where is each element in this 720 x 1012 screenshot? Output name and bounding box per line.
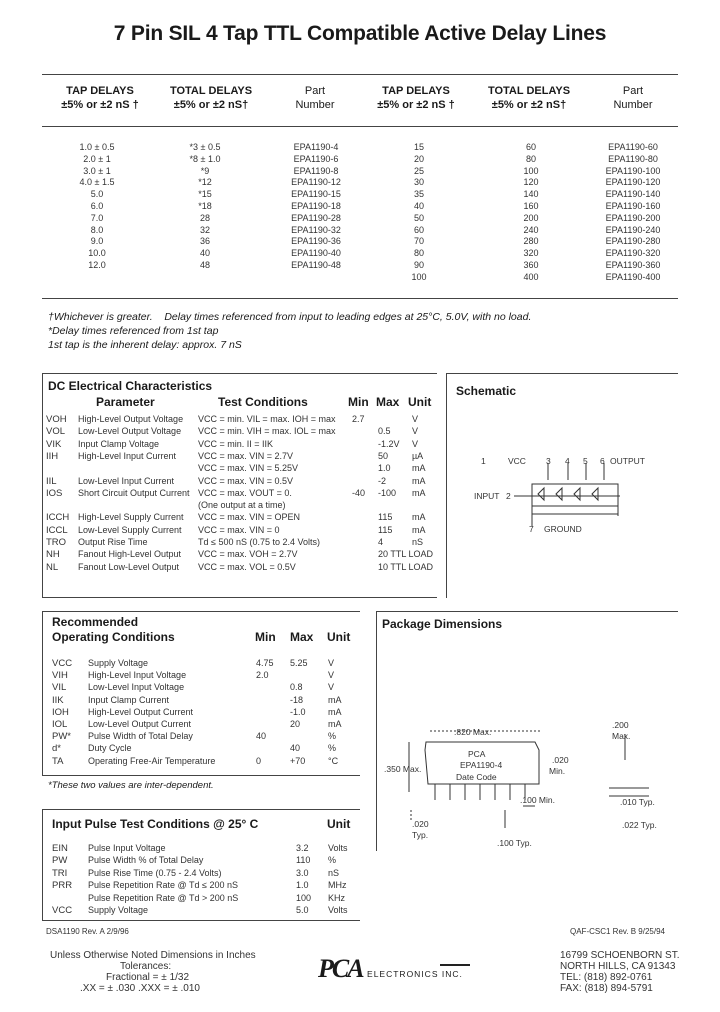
address-2: NORTH HILLS, CA 91343 (560, 961, 676, 972)
table-cell: EPA1190-48 (291, 259, 341, 270)
pulse-unit: MHz (328, 880, 347, 891)
pulse-symbol: EIN (52, 843, 68, 854)
dc-condition: VCC = max. VIN = 5.25V (198, 463, 299, 474)
table-cell: EPA1190-60 (608, 142, 658, 152)
pkg-spacing: .100 Typ. (497, 838, 532, 848)
dc-condition: VCC = max. VIN = 0.5V (198, 475, 294, 486)
dc-condition: VCC = min. VIL = max. IOH = max (198, 414, 336, 424)
schematic-top-rule (446, 373, 678, 374)
pulse-value: 3.2 (296, 843, 309, 853)
package-title: Package Dimensions (382, 617, 503, 631)
table-cell: 2.0 ± 1 (83, 153, 111, 164)
dc-condition: VCC = max. VOUT = 0. (198, 487, 292, 498)
dc-param: High-Level Supply Current (78, 512, 184, 523)
dc-unit: µA (412, 450, 424, 461)
col-part-left: Part Number (295, 85, 335, 111)
pulse-title: Input Pulse Test Conditions @ 25° C (52, 817, 259, 831)
table-cell: 3.0 ± 1 (83, 165, 111, 176)
table-cell: 140 (523, 189, 539, 200)
dc-param: Low-Level Input Current (78, 475, 175, 486)
roc-left-rule (42, 611, 43, 776)
roc-param: Input Clamp Current (88, 694, 170, 705)
pulse-param: Pulse Repetition Rate @ Td > 200 nS (88, 892, 239, 903)
schematic-title: Schematic (456, 384, 517, 398)
table-cell: 400 (523, 271, 539, 282)
left-tap-column (62, 142, 132, 272)
pkg-height: .350 Max. (384, 764, 422, 774)
table-cell: EPA1190-240 (605, 224, 661, 235)
pulse-value: 5.0 (296, 905, 309, 915)
table-cell: *8 ± 1.0 (189, 153, 221, 164)
dc-max: 1.0 (378, 463, 391, 474)
dc-unit: mA (412, 524, 426, 535)
dc-symbol: VIK (46, 438, 62, 450)
left-part-column (276, 142, 356, 272)
pkg-label2: EPA1190-4 (460, 760, 503, 770)
table-cell: 100 (523, 165, 539, 176)
pkg-lead-len: .020 (552, 755, 569, 765)
roc-param: Operating Free-Air Temperature (88, 755, 216, 766)
dc-max: 115 (378, 512, 393, 523)
dc-condition: VCC = max. VOL = 0.5V (198, 561, 296, 572)
pkg-lead-t2: .022 Typ. (622, 820, 657, 830)
right-total-column (496, 142, 566, 284)
dc-left-rule (42, 373, 43, 597)
table-cell: EPA1190-280 (605, 236, 661, 247)
table-cell: 30 (413, 177, 424, 188)
dims-note-4: .XX = ± .030 .XXX = ± .010 (80, 983, 200, 994)
schematic-output: OUTPUT (610, 456, 645, 466)
roc-param: High-Level Input Voltage (88, 670, 187, 681)
roc-symbol: VIH (52, 670, 68, 682)
right-tap-column (384, 142, 454, 284)
roc-unit: V (328, 658, 335, 668)
pulse-value: 110 (296, 855, 311, 866)
pulse-value: 1.0 (296, 880, 309, 891)
roc-title1: Recommended (52, 615, 139, 629)
table-cell: 1.0 ± 0.5 (79, 142, 115, 152)
roc-max: -1.0 (290, 706, 306, 717)
roc-unit: mA (328, 706, 342, 717)
dc-param: Short Circuit Output Current (78, 487, 190, 498)
dc-condition: (One output at a time) (198, 500, 286, 511)
roc-symbol: d* (52, 743, 61, 755)
dc-min-header: Min (348, 395, 369, 409)
roc-param: Low-Level Input Voltage (88, 682, 185, 693)
dc-title: DC Electrical Characteristics (48, 379, 213, 393)
dc-max: 10 TTL LOAD (378, 561, 434, 572)
dc-condition: VCC = max. VIN = 0 (198, 524, 280, 535)
roc-bottom-rule (42, 775, 360, 776)
schematic-vcc: VCC (508, 456, 526, 466)
table-cell: *15 (198, 189, 212, 200)
table-cell: EPA1190-8 (293, 165, 339, 176)
roc-unit: % (328, 743, 337, 754)
table-cell: EPA1190-140 (605, 189, 661, 200)
roc-max: 20 (290, 719, 301, 729)
dc-param: Fanout Low-Level Output (78, 561, 180, 572)
table-cell: EPA1190-40 (291, 248, 341, 259)
note-whichever: †Whichever is greater. Delay times referenced from input to leading edges at 25°C, 5.0V, with no load. (48, 311, 532, 323)
table-cell: 8.0 (90, 224, 104, 235)
dc-symbol: ICCH (46, 512, 70, 524)
schematic-ground: GROUND (544, 524, 582, 534)
dims-note-2: Tolerances: (120, 961, 172, 972)
table-cell: EPA1190-120 (605, 177, 661, 188)
table-cell: EPA1190-200 (605, 212, 661, 223)
pulse-param: Supply Voltage (88, 905, 149, 915)
dc-symbol: TRO (46, 537, 67, 548)
roc-title2: Operating Conditions (52, 630, 175, 644)
col-part-right: Part Number (613, 85, 653, 111)
dc-bottom-rule (42, 597, 437, 598)
table-cell: 60 (525, 142, 536, 152)
roc-max: 5.25 (290, 658, 308, 668)
pulse-unit: Volts (328, 843, 348, 853)
address-1: 16799 SCHOENBORN ST. (560, 950, 680, 961)
note-first-tap: *Delay times referenced from 1st tap (48, 325, 219, 337)
dc-unit: nS (412, 537, 424, 547)
table-cell: EPA1190-32 (291, 224, 341, 235)
table-cell: 320 (523, 248, 539, 259)
roc-param: Pulse Width of Total Delay (88, 731, 193, 742)
dc-unit: V (412, 414, 419, 424)
dc-unit: mA (412, 475, 426, 486)
logo-text: ELECTRONICS INC. (367, 969, 463, 979)
table-cell: 7.0 (90, 212, 104, 223)
roc-note: *These two values are inter-dependent. (48, 780, 214, 791)
pkg-width: .820 Max. (454, 727, 492, 737)
roc-unit: V (328, 682, 335, 693)
table-cell: EPA1190-12 (291, 177, 341, 188)
table-cell: 35 (413, 189, 424, 200)
roc-symbol: VCC (52, 658, 73, 669)
dc-unit: mA (412, 463, 426, 474)
dc-symbol: IOS (46, 487, 63, 499)
table-cell: *3 ± 0.5 (189, 142, 221, 152)
pkg-label3: Date Code (456, 772, 497, 782)
table-cell: 90 (413, 259, 424, 270)
dc-condition: VCC = min. VIH = max. IOL = max (198, 426, 336, 437)
pulse-top-rule (42, 809, 360, 810)
pulse-param: Pulse Repetition Rate @ Td ≤ 200 nS (88, 880, 238, 891)
roc-min: 2.0 (256, 670, 269, 681)
roc-unit: mA (328, 719, 342, 729)
dc-unit-header: Unit (408, 395, 432, 409)
table-cell: 60 (413, 224, 424, 235)
table-cell: 10.0 (88, 248, 106, 259)
dc-symbol: IIH (46, 450, 59, 462)
col-total-delays-left: TOTAL DELAYS ±5% or ±2 nS† (169, 85, 253, 111)
pkg-lead-len2: Min. (549, 766, 566, 776)
company-logo (318, 954, 463, 984)
roc-top-rule (42, 611, 360, 612)
table-cell: *9 (200, 165, 210, 176)
table-cell: EPA1190-36 (291, 236, 341, 247)
pkg-label1: PCA (468, 749, 486, 759)
roc-param: High-Level Output Current (88, 706, 194, 717)
logo-rule (440, 964, 470, 966)
pkg-lead-w2: Typ. (412, 830, 429, 840)
dc-max: 0.5 (378, 426, 391, 437)
table-cell: EPA1190-320 (605, 248, 661, 259)
table-cell: 40 (199, 248, 210, 259)
dc-symbol: IIL (46, 475, 57, 487)
dc-symbol: NL (46, 561, 59, 573)
logo-letters: PCA (318, 954, 363, 983)
schematic-input: INPUT (474, 491, 500, 501)
table-cell: 160 (523, 200, 539, 211)
col-tap-delays-right: TAP DELAYS ±5% or ±2 nS † (377, 85, 455, 111)
pulse-unit: KHz (328, 892, 346, 903)
pulse-symbol: PW (52, 855, 68, 867)
dc-unit: mA (412, 487, 426, 498)
table-top-rule (42, 74, 678, 75)
doc-number-right: QAF-CSC1 Rev. B 9/25/94 (570, 927, 665, 936)
pulse-left-rule (42, 809, 43, 920)
table-cell: 12.0 (88, 259, 106, 270)
table-cell: EPA1190-18 (291, 200, 341, 211)
dc-condition: VCC = max. VIN = 2.7V (198, 450, 294, 461)
roc-min-header: Min (255, 630, 276, 644)
table-cell: *18 (198, 200, 212, 211)
roc-min: 40 (256, 731, 267, 742)
dc-symbol: VOL (46, 426, 66, 438)
dc-min: 2.7 (352, 414, 365, 424)
table-cell: 80 (413, 248, 424, 259)
roc-unit-header: Unit (327, 630, 351, 644)
roc-unit: °C (328, 755, 339, 766)
schematic-tap5: 5 (583, 456, 588, 466)
pkg-top: .200 (612, 720, 629, 730)
dc-symbol: NH (46, 549, 60, 561)
roc-param: Supply Voltage (88, 658, 149, 668)
table-cell: 15 (413, 142, 424, 152)
dc-min: -40 (352, 487, 366, 498)
pulse-symbol: VCC (52, 905, 73, 916)
address-4: FAX: (818) 894-5791 (560, 983, 653, 994)
roc-max: 0.8 (290, 682, 303, 693)
table-cell: 9.0 (90, 236, 104, 247)
roc-param: Duty Cycle (88, 743, 132, 754)
roc-min: 4.75 (256, 658, 274, 668)
roc-max-header: Max (290, 630, 314, 644)
dc-unit: V (412, 438, 419, 449)
table-cell: EPA1190-160 (605, 200, 661, 211)
pulse-param: Pulse Width % of Total Delay (88, 855, 204, 866)
roc-unit: V (328, 670, 335, 681)
roc-symbol: TA (52, 755, 64, 767)
pulse-param: Pulse Input Voltage (88, 843, 166, 853)
dims-note-3: Fractional = ± 1/32 (106, 972, 190, 983)
roc-symbol: IOL (52, 719, 68, 730)
roc-symbol: VIL (52, 682, 67, 694)
table-cell: 28 (199, 212, 210, 223)
table-bottom-rule (42, 298, 678, 299)
table-cell: EPA1190-4 (293, 142, 339, 152)
table-cell: EPA1190-28 (291, 212, 341, 223)
roc-symbol: IOH (52, 706, 69, 718)
table-cell: EPA1190-100 (605, 165, 661, 176)
table-cell: 32 (199, 224, 210, 235)
table-cell: 36 (199, 236, 210, 247)
table-cell: EPA1190-80 (608, 153, 658, 164)
table-cell: 80 (525, 153, 536, 164)
left-total-column (170, 142, 240, 272)
dc-condition: VCC = min. II = IIK (198, 438, 274, 449)
dc-param: Output Rise Time (78, 537, 148, 547)
dc-unit: mA (412, 512, 426, 523)
dc-symbol: ICCL (46, 524, 68, 536)
dc-max-header: Max (376, 395, 400, 409)
table-cell: 100 (411, 271, 427, 282)
pkg-pitch: .100 Min. (520, 795, 555, 805)
dc-max: 50 (378, 450, 389, 461)
col-total-delays-right: TOTAL DELAYS ±5% or ±2 nS† (487, 85, 571, 111)
pulse-value: 3.0 (296, 867, 309, 878)
dc-condition: VCC = max. VOH = 2.7V (198, 549, 298, 560)
dc-symbol: VOH (46, 414, 67, 425)
table-cell: EPA1190-15 (291, 189, 341, 200)
schematic-tap3: 3 (546, 456, 551, 466)
pulse-unit-header: Unit (327, 817, 351, 831)
dc-max: -100 (378, 487, 397, 498)
dc-max: -1.2V (378, 438, 400, 449)
dc-max: 20 TTL LOAD (378, 549, 434, 560)
table-cell: 5.0 (90, 189, 104, 200)
schematic-tap6: 6 (600, 456, 605, 466)
table-cell: 50 (413, 212, 424, 223)
address-3: TEL: (818) 892-0761 (560, 972, 653, 983)
dc-condition: VCC = max. VIN = OPEN (198, 512, 301, 523)
roc-symbol: PW* (52, 731, 71, 743)
roc-max: +70 (290, 755, 306, 766)
table-cell: EPA1190-6 (293, 153, 339, 164)
doc-number-left: DSA1190 Rev. A 2/9/96 (46, 927, 129, 936)
table-cell: 25 (413, 165, 424, 176)
dc-param: High-Level Input Current (78, 450, 177, 461)
pkg-lead-w: .020 (412, 819, 429, 829)
schematic-left-rule (446, 373, 447, 598)
dc-param: Low-Level Output Voltage (78, 426, 182, 437)
package-top-rule (376, 611, 678, 612)
roc-max: 40 (290, 743, 301, 754)
dc-param: Input Clamp Voltage (78, 438, 160, 449)
dc-param-header: Parameter (96, 395, 155, 409)
pulse-unit: Volts (328, 905, 348, 915)
pulse-symbol: TRI (52, 867, 68, 879)
col-tap-delays-left: TAP DELAYS ±5% or ±2 nS † (61, 85, 139, 111)
table-cell: 70 (413, 236, 424, 247)
schematic-pin2: 2 (506, 491, 511, 501)
dc-cond-header: Test Conditions (218, 395, 308, 409)
dc-max: 4 (378, 537, 384, 547)
roc-unit: mA (328, 694, 342, 705)
right-part-column (590, 142, 676, 284)
dc-top-rule (42, 373, 437, 374)
table-cell: EPA1190-400 (605, 271, 661, 282)
pkg-lead-t: .010 Typ. (620, 797, 655, 807)
schematic-tap4: 4 (565, 456, 570, 466)
table-cell: 40 (413, 200, 424, 211)
table-cell: 20 (413, 153, 424, 164)
pulse-value: 100 (296, 892, 312, 903)
dc-condition: Td ≤ 500 nS (0.75 to 2.4 Volts) (198, 537, 321, 547)
table-header-rule (42, 126, 678, 127)
pulse-symbol: PRR (52, 880, 73, 892)
table-cell: *12 (198, 177, 212, 188)
package-left-rule (376, 611, 377, 851)
roc-param: Low-Level Output Current (88, 719, 192, 729)
dims-note-1: Unless Otherwise Noted Dimensions in Inches (50, 950, 256, 961)
dc-param: Low-Level Supply Current (78, 524, 182, 535)
note-inherent-delay: 1st tap is the inherent delay: approx. 7 nS (48, 339, 242, 351)
table-cell: 240 (523, 224, 539, 235)
dc-max: -2 (378, 475, 387, 486)
schematic-pin1: 1 (481, 456, 486, 466)
pulse-param: Pulse Rise Time (0.75 - 2.4 Volts) (88, 867, 222, 878)
dc-max: 115 (378, 524, 393, 535)
pkg-top2: Max. (612, 731, 631, 741)
pulse-unit: % (328, 855, 337, 866)
table-cell: 360 (523, 259, 539, 270)
schematic-pin7: 7 (529, 524, 534, 534)
dc-param: Fanout High-Level Output (78, 549, 182, 560)
roc-symbol: IIK (52, 694, 64, 706)
roc-max: -18 (290, 694, 304, 705)
table-cell: 6.0 (90, 200, 104, 211)
dc-unit: V (412, 426, 419, 437)
table-cell: EPA1190-360 (605, 259, 661, 270)
table-cell: 200 (523, 212, 539, 223)
pulse-unit: nS (328, 867, 340, 878)
pulse-bottom-rule (42, 920, 360, 921)
table-cell: 4.0 ± 1.5 (79, 177, 115, 188)
table-cell: 280 (523, 236, 539, 247)
page-title: 7 Pin SIL 4 Tap TTL Compatible Active Delay Lines (113, 22, 607, 45)
roc-unit: % (328, 731, 337, 742)
dc-param: High-Level Output Voltage (78, 414, 184, 424)
table-cell: 48 (199, 259, 210, 270)
table-cell: 120 (523, 177, 539, 188)
roc-min: 0 (256, 755, 262, 766)
